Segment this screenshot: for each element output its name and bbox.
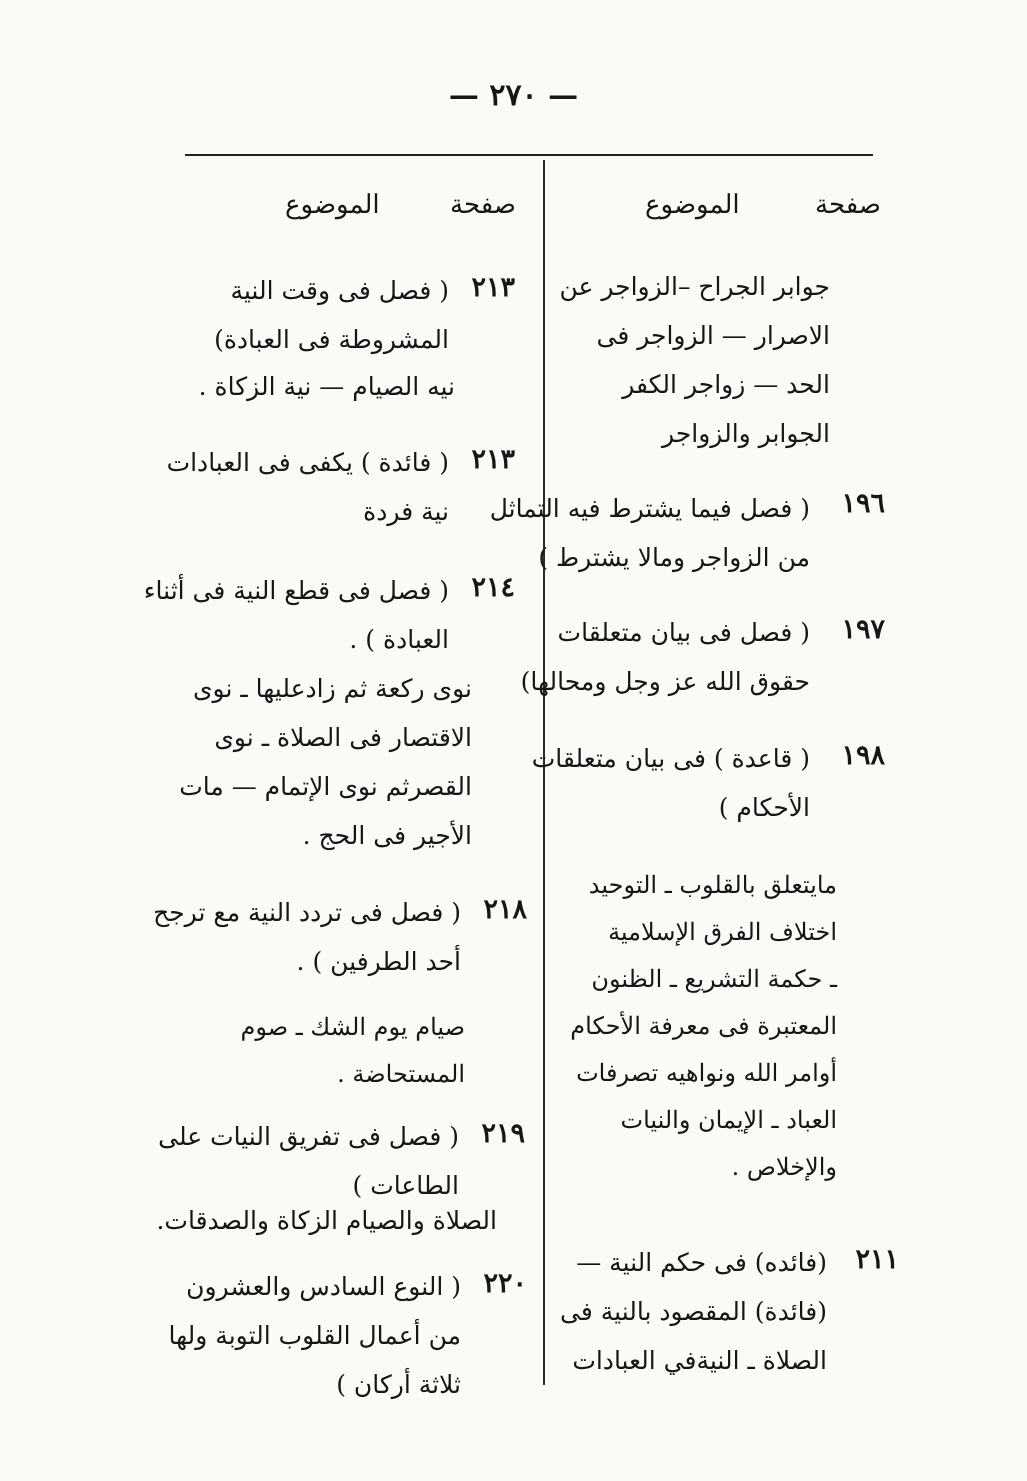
entry-line: العباد ـ الإيمان والنيات <box>620 1106 837 1134</box>
entry-page-number: ٢١٤ <box>471 572 515 603</box>
entry-line: ( فصل فى تفريق النيات على <box>158 1122 459 1151</box>
entry-line: ( النوع السادس والعشرون <box>186 1272 461 1301</box>
entry-line: العبادة ) . <box>349 625 449 654</box>
entry-line: مايتعلق بالقلوب ـ التوحيد <box>588 871 837 899</box>
entry-page-number: ٢١١ <box>855 1244 899 1275</box>
entry-line: القصرثم نوى الإتمام — مات <box>179 772 472 801</box>
left-page-header: صفحة <box>450 190 516 220</box>
entry-line: حقوق الله عز وجل ومحالها) <box>520 667 810 696</box>
entry-line: الحد — زواجر الكفر <box>622 370 830 399</box>
entry-line: المشروطة فى العبادة) <box>214 325 449 354</box>
entry-line: ثلاثة أركان ) <box>336 1370 461 1399</box>
entry-line: الصلاة والصيام الزكاة والصدقات. <box>156 1206 497 1235</box>
left-subject-header: الموضوع <box>285 190 380 220</box>
entry-line: من الزواجر ومالا يشترط ) <box>538 543 810 572</box>
entry-line: الطاعات ) <box>352 1171 459 1200</box>
right-page-header: صفحة <box>815 190 881 220</box>
entry-line: نيه الصيام — نية الزكاة . <box>198 372 455 401</box>
entry-page-number: ٢١٨ <box>483 894 527 925</box>
entry-line: المعتبرة فى معرفة الأحكام <box>570 1012 837 1040</box>
header-rule <box>185 154 873 156</box>
entry-line: ( فصل فى تردد النية مع ترجح <box>153 898 461 927</box>
entry-line: صيام يوم الشك ـ صوم <box>240 1013 465 1041</box>
right-subject-header: الموضوع <box>645 190 740 220</box>
entry-line: الأجير فى الحج . <box>302 821 472 850</box>
entry-page-number: ٢١٣ <box>471 272 515 303</box>
page-number: — ٢٧٠ — <box>448 78 579 113</box>
entry-line: نية فردة <box>363 497 449 526</box>
entry-line: ( فصل فى قطع النية فى أثناء <box>143 576 449 605</box>
entry-line: الاصرار — الزواجر فى <box>596 321 830 350</box>
entry-line: الأحكام ) <box>718 793 810 822</box>
entry-line: أحد الطرفين ) . <box>296 947 461 976</box>
entry-line: نوى ركعة ثم زادعليها ـ نوى <box>192 674 472 703</box>
entry-line: من أعمال القلوب التوبة ولها <box>168 1321 461 1350</box>
entry-line: (فائدة) المقصود بالنية فى <box>560 1297 827 1326</box>
entry-page-number: ٢١٣ <box>471 444 515 475</box>
entry-line: ( فائدة ) يكفى فى العبادات <box>166 448 449 477</box>
entry-line: الاقتصار فى الصلاة ـ نوى <box>214 723 472 752</box>
entry-line: جوابر الجراح –الزواجر عن <box>559 272 830 301</box>
entry-line: والإخلاص . <box>731 1153 837 1181</box>
entry-line: الجوابر والزواجر <box>662 419 830 448</box>
entry-page-number: ٢٢٠ <box>483 1268 527 1299</box>
entry-line: (فائده) فى حكم النية — <box>576 1248 827 1277</box>
entry-line: ( فصل فى بيان متعلقات <box>557 618 810 647</box>
entry-page-number: ١٩٧ <box>841 614 885 645</box>
entry-line: المستحاضة . <box>337 1060 465 1088</box>
entry-page-number: ١٩٨ <box>841 740 885 771</box>
entry-page-number: ٢١٩ <box>481 1118 525 1149</box>
entry-line: ـ حكمة التشريع ـ الظنون <box>591 965 837 993</box>
entry-line: ( فصل فيما يشترط فيه التماثل <box>489 494 810 523</box>
entry-line: اختلاف الفرق الإسلامية <box>608 918 837 946</box>
entry-line: ( فصل فى وقت النية <box>230 276 449 305</box>
entry-page-number: ١٩٦ <box>841 488 885 519</box>
entry-line: أوامر الله ونواهيه تصرفات <box>576 1059 837 1087</box>
entry-line: ( قاعدة ) فى بيان متعلقات <box>531 744 810 773</box>
entry-line: الصلاة ـ النيةفي العبادات <box>572 1346 827 1375</box>
